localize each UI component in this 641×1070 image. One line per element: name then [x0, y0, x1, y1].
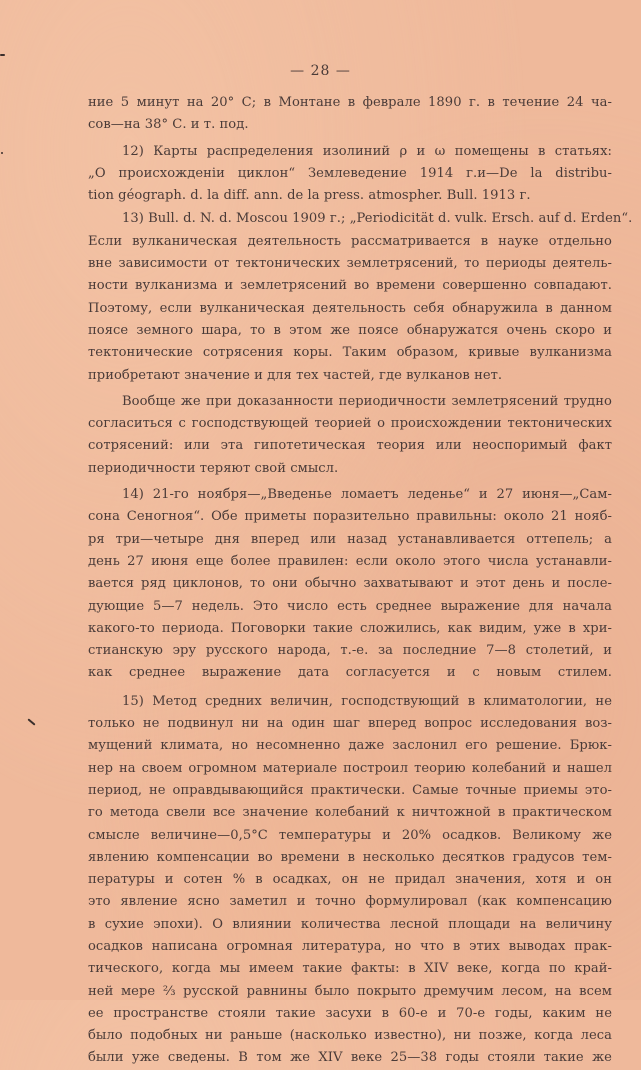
- text-line: приобретают значение и для тех частей, где вулканов нет.: [88, 367, 503, 383]
- text-line: тического, когда мы имеем такие факты: в XIV веке, когда по край-: [88, 961, 612, 977]
- text-line: тектонические сотрясения коры. Таким образом, кривые вулканизма: [88, 345, 612, 361]
- text-line: го метода свели все значение колебаний к ничтожной в практическом: [88, 805, 612, 821]
- text-line: стианскую эру русского народа, т.-е. за последние 7—8 столетий, и: [88, 643, 612, 659]
- footnote-12: [88, 141, 612, 208]
- margin-ink-mark: [27, 718, 35, 725]
- footnote-15: [88, 691, 612, 1070]
- text-line: это явление ясно заметил и точно формулировал (как компенсацию: [88, 894, 612, 910]
- text-line: 15) Метод средних величин, господствующий в климатологии, не: [122, 693, 612, 709]
- text-line: согласиться с господствующей теорией о происхождении тектонических: [88, 416, 612, 432]
- text-line: мущений климата, но несомненно даже заслонил его решение. Брюк-: [88, 738, 612, 754]
- text-line: как среднее выражение дата согласуется и с новым стилем.: [88, 665, 612, 681]
- text-line: Поэтому, если вулканическая деятельность себя обнаружила в данном: [88, 300, 612, 316]
- text-line: вне зависимости от тектонических землетрясений, то периоды деятель-: [88, 256, 612, 272]
- text-line: в сухие эпохи). О влиянии количества лесной площади на величину: [88, 916, 612, 932]
- footnote-14: [88, 484, 612, 685]
- text-line: периодичности теряют свой смысл.: [88, 460, 339, 476]
- text-line: ности вулканизма и землетрясений во времени совершенно совпадают.: [88, 278, 612, 294]
- footnote-13: [88, 208, 633, 386]
- body-text: [88, 92, 633, 1070]
- footnote-13-continued: [88, 391, 612, 480]
- text-line: вается ряд циклонов, то они обычно захватывают и этот день и после-: [88, 576, 612, 592]
- text-line: сона Сеногноя“. Обе приметы поразительно правильны: около 21 нояб-: [88, 509, 612, 525]
- text-line: явлению компенсации во времени в несколько десятков градусов тем-: [88, 849, 612, 865]
- text-line: „О происхожденіи циклон“ Землеведение 1914 г.и—De la distribu-: [88, 165, 612, 181]
- text-line: поясе земного шара, то в этом же поясе обнаружатся очень скоро и: [88, 322, 612, 338]
- page-number: — 28 —: [290, 63, 351, 79]
- text-line: сотрясений: или эта гипотетическая теория или неоспоримый факт: [88, 438, 612, 454]
- text-line: Вообще же при доказанности периодичности землетрясений трудно: [122, 393, 612, 409]
- text-line: осадков написана огромная литература, но что в этих выводах прак-: [88, 938, 612, 954]
- text-line: только не подвинул ни на один шаг вперед вопрос исследования воз-: [88, 716, 612, 732]
- text-line: нер на своем огромном материале построил теорию колебаний и нашел: [88, 760, 612, 776]
- text-line: 13) Bull. d. N. d. Moscou 1909 г.; „Periodicität d. vulk. Ersch. auf d. Erden“.: [122, 211, 633, 227]
- text-line: Если вулканическая деятельность рассматривается в науке отдельно: [88, 233, 612, 249]
- text-line: 12) Карты распределения изолиний ρ и ω помещены в статьях:: [122, 143, 612, 159]
- text-line: ря три—четыре дня вперед или назад устанавливается оттепель; а: [88, 531, 612, 547]
- text-line: tion géograph. d. la diff. ann. de la press. atmospher. Bull. 1913 г.: [88, 188, 531, 204]
- text-line: ее пространстве стояли такие засухи в 60-е и 70-е годы, каким не: [88, 1005, 612, 1021]
- text-line: дующие 5—7 недель. Это число есть среднее выражение для начала: [88, 598, 612, 614]
- text-line: сов—на 38° С. и т. под.: [88, 117, 249, 133]
- text-line: 14) 21-го ноября—„Введенье ломаетъ леденье“ и 27 июня—„Сам-: [122, 487, 612, 503]
- margin-ink-mark: [0, 54, 5, 56]
- margin-ink-mark: [1, 152, 3, 154]
- text-line: ней мере ⅔ русской равнины было покрыто дремучим лесом, на всем: [88, 983, 612, 999]
- text-line: какого-то периода. Поговорки такие сложились, как видим, уже в хри-: [88, 620, 612, 636]
- text-line: ние 5 минут на 20° С; в Монтане в феврале 1890 г. в течение 24 ча-: [88, 95, 612, 110]
- text-line: пературы и сотен % в осадках, он не придал значения, хотя и он: [88, 872, 612, 888]
- text-line: были уже сведены. В том же XIV веке 25—38 годы стояли такие же: [88, 1050, 612, 1066]
- text-line: день 27 июня еще более правилен: если около этого числа устанавли-: [88, 553, 612, 569]
- text-line: было подобных ни раньше (насколько известно), ни позже, когда леса: [88, 1028, 612, 1044]
- text-line: период, не оправдывающийся практически. Самые точные приемы это-: [88, 782, 612, 798]
- paragraph-11-continued: [88, 92, 612, 137]
- text-line: смысле величине—0,5°С температуры и 20% осадков. Великому же: [88, 827, 612, 843]
